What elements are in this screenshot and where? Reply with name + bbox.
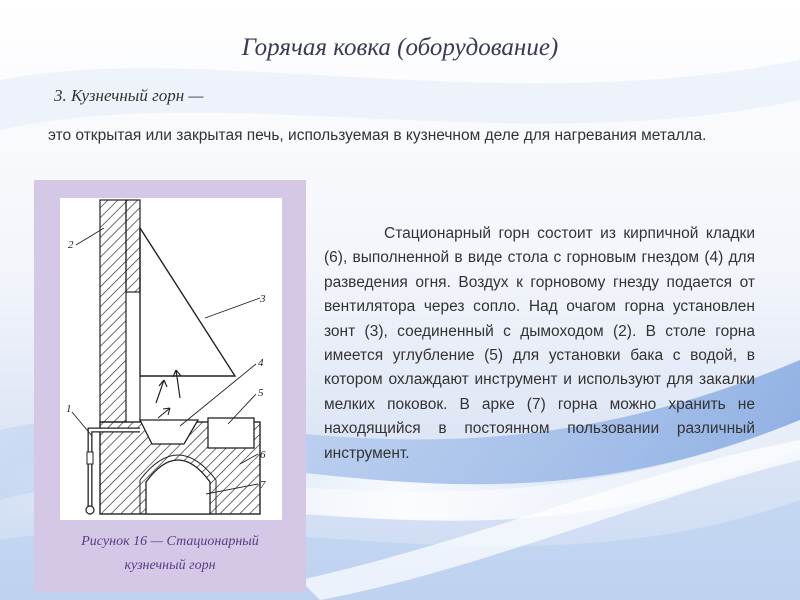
item-heading: 3. Кузнечный горн — bbox=[54, 86, 204, 105]
water-tank bbox=[208, 418, 254, 448]
label-5: 5 bbox=[258, 387, 264, 399]
figure-caption bbox=[34, 530, 306, 578]
forge-diagram bbox=[60, 198, 282, 520]
label-6: 6 bbox=[260, 449, 266, 461]
chimney-left-wall bbox=[100, 200, 126, 422]
slide-title: Горячая ковка (оборудование) bbox=[241, 34, 559, 61]
hood bbox=[140, 228, 235, 376]
forge-drawing bbox=[60, 198, 282, 520]
label-4: 4 bbox=[258, 357, 264, 369]
caption-line-1: Рисунок 16 — Стационарный bbox=[81, 534, 259, 549]
description-text: Стационарный горн состоит из кирпичной кладки (6), выполненной в виде стола с горновым гнездом (4) для разведения огня. Воздух к горновому гнезду подается от вентилятора через сопло. Над очагом горна установлен зонт (3), соединенный с дымоходом (2). В столе горна имеется углубление (5) для установки бака с водой, в котором охлаждают инструмент и используют для закалки мелких поковок. В арке (7) горна можно хранить не находящийся в постоянном пользовании различный инструмент. bbox=[324, 225, 755, 462]
caption-line-2: кузнечный горн bbox=[124, 558, 216, 573]
definition-text: это открытая или закрытая печь, используемая в кузнечном деле для нагревания металла. bbox=[48, 127, 707, 144]
label-1: 1 bbox=[66, 403, 72, 415]
chimney-right-wall bbox=[126, 200, 140, 292]
label-7: 7 bbox=[260, 479, 266, 491]
label-3: 3 bbox=[260, 293, 266, 305]
label-2: 2 bbox=[68, 239, 74, 251]
